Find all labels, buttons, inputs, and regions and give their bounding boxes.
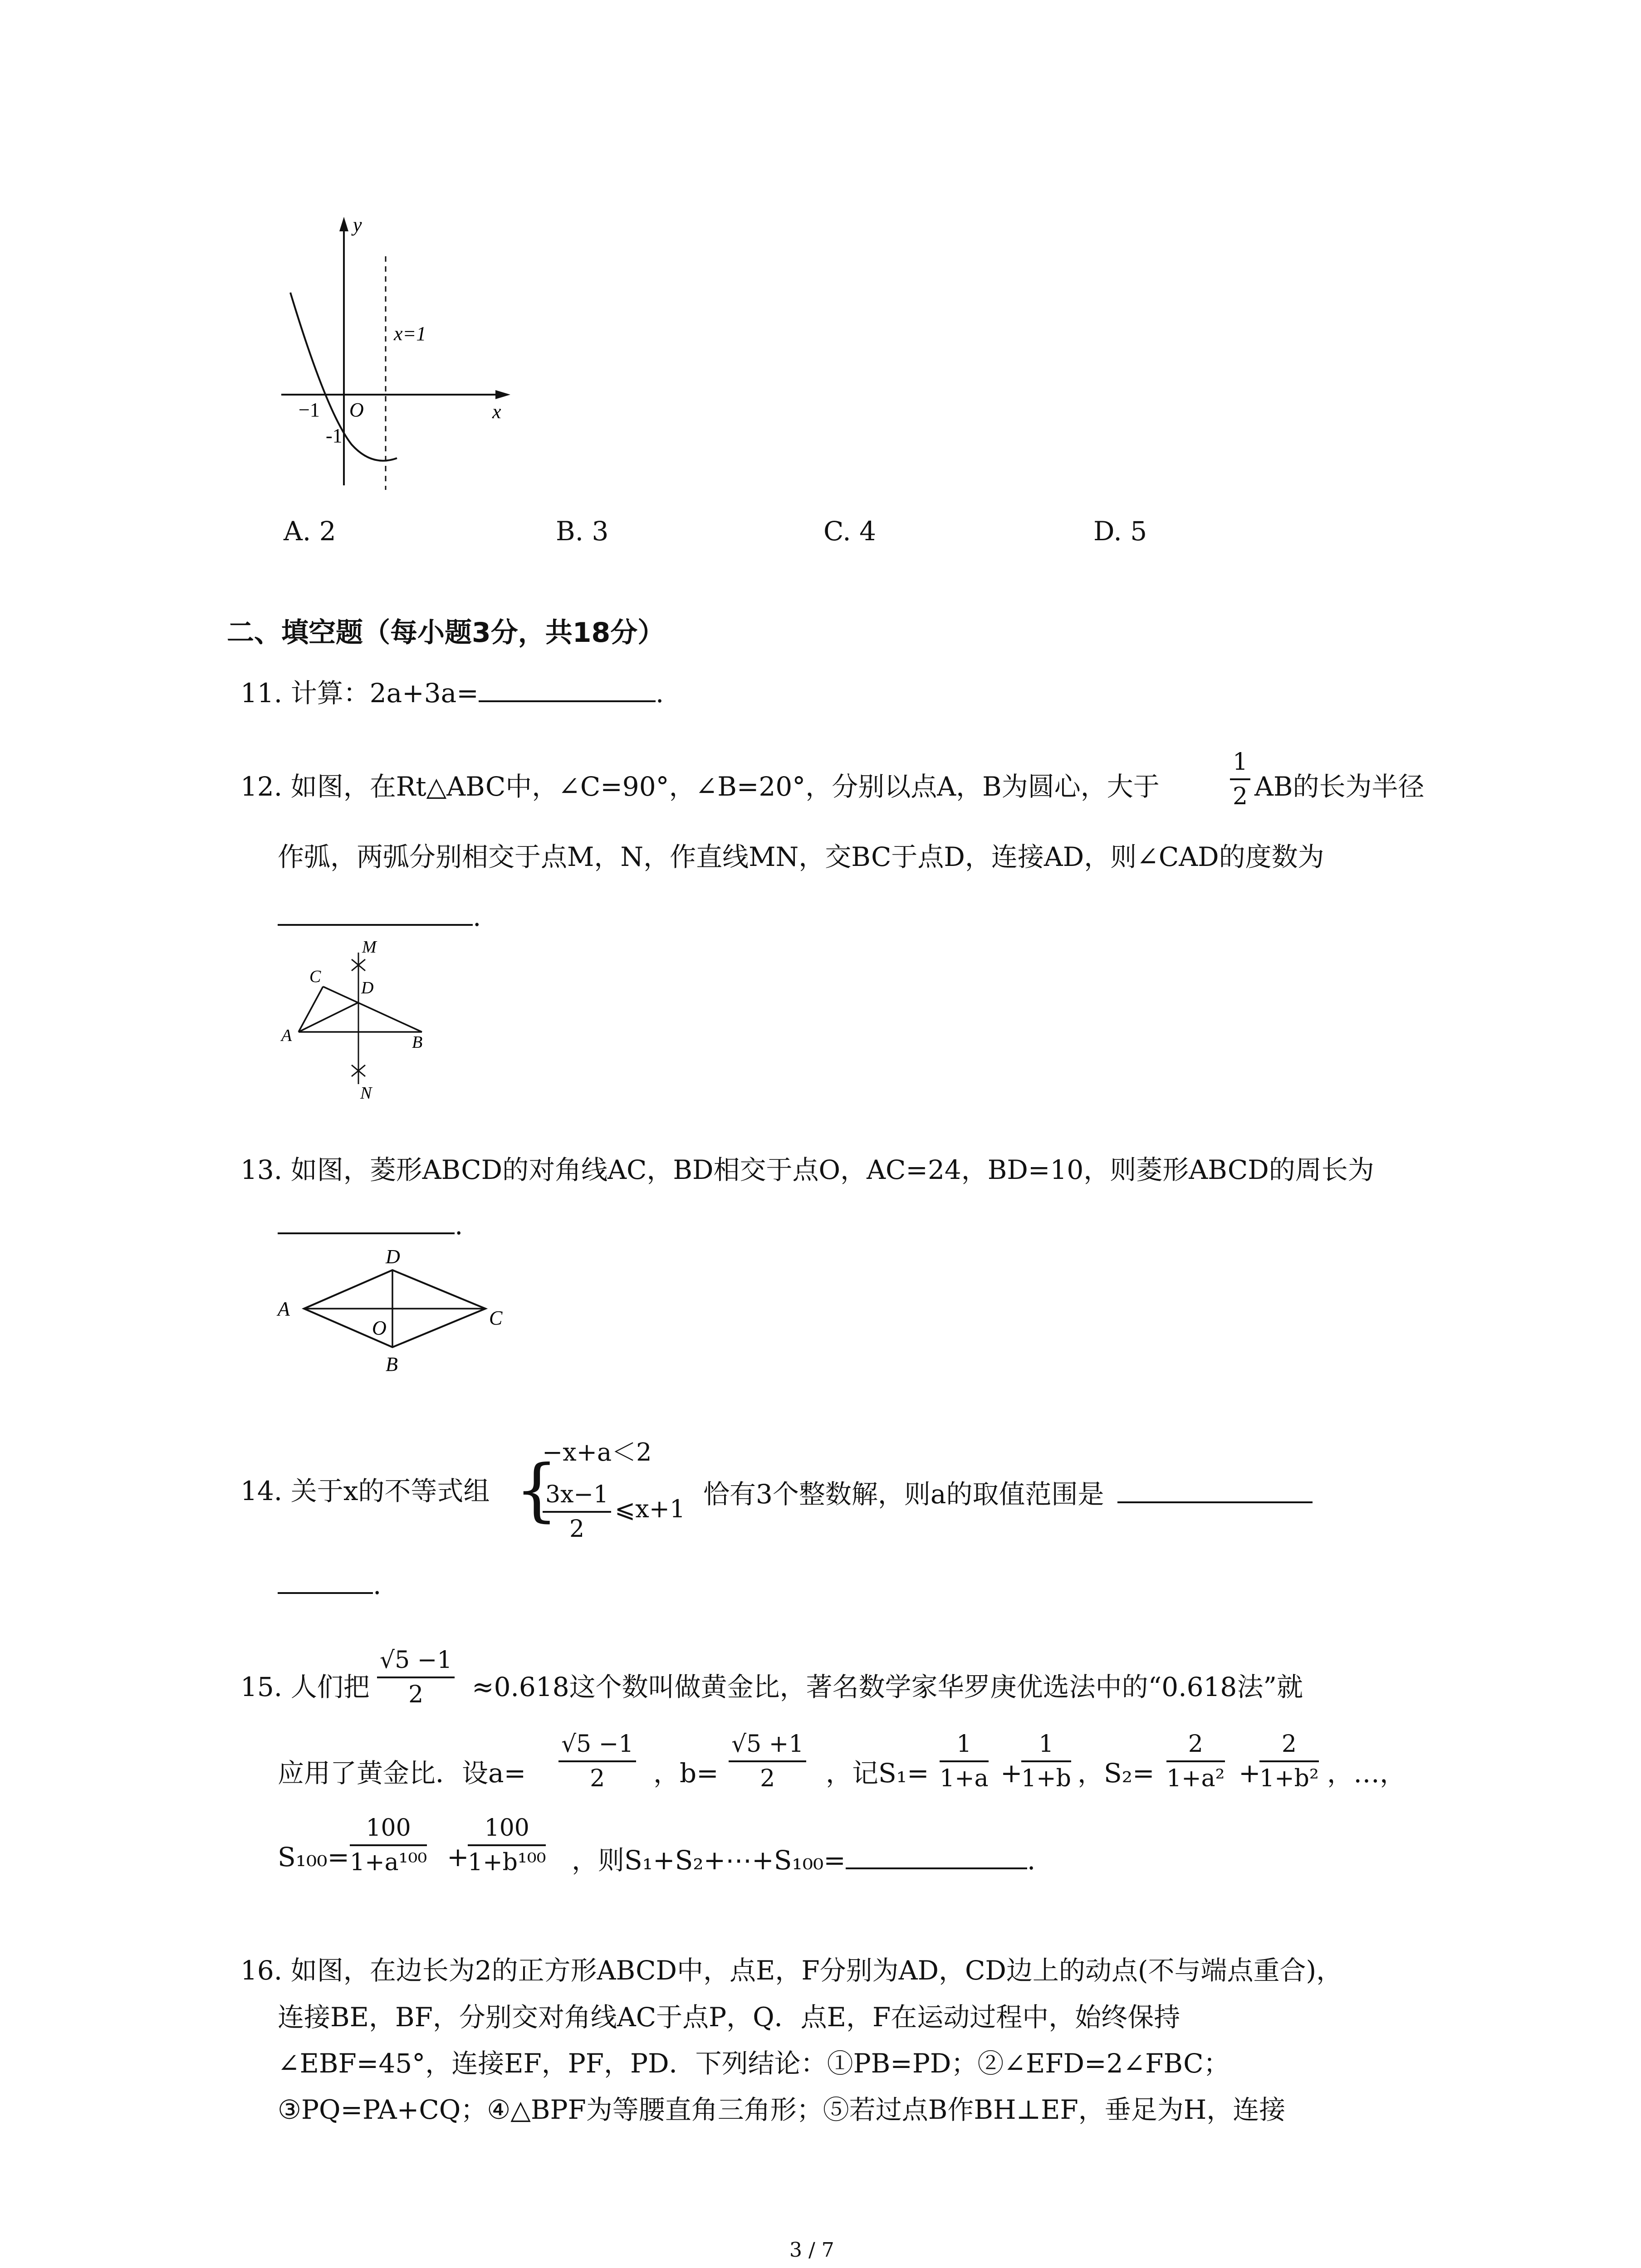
- question-number: 15.: [240, 1672, 283, 1702]
- numerator: 2: [1259, 1730, 1319, 1762]
- plus-sign: +: [1239, 1758, 1261, 1789]
- fraction-half: [1230, 748, 1250, 810]
- s1-frac-b: [1021, 1730, 1071, 1792]
- numerator: 1: [1230, 748, 1250, 780]
- denominator: 2: [569, 1515, 585, 1543]
- question-number: 16.: [240, 1955, 283, 1986]
- question-15-s100: S₁₀₀=: [278, 1842, 350, 1872]
- vertex-b-label: B: [386, 1353, 398, 1375]
- question-13-line2: [278, 1209, 463, 1241]
- s100-frac-b: [468, 1814, 546, 1876]
- golden-ratio-fraction: [377, 1647, 455, 1708]
- numerator: 1: [940, 1730, 989, 1762]
- page-number: 3 / 7: [789, 2239, 834, 2262]
- option-a: A. 2: [284, 516, 336, 547]
- a-fraction: [558, 1730, 636, 1792]
- vertex-a-label: A: [278, 1298, 290, 1320]
- period: .: [1027, 1845, 1036, 1876]
- rhombus-figure: [272, 1238, 517, 1383]
- denominator: 1+a: [940, 1765, 989, 1792]
- vertex-d-label: D: [386, 1246, 400, 1268]
- period: .: [655, 678, 664, 709]
- numerator: 1: [1021, 1730, 1071, 1762]
- question-15-s2: ，S₂=: [1078, 1758, 1155, 1789]
- parabola-figure: [272, 213, 517, 494]
- denominator: 1+b²: [1259, 1765, 1319, 1792]
- denominator: 2: [1233, 783, 1248, 810]
- question-15-s1: ，记S₁=: [826, 1758, 929, 1789]
- answer-blank: [1117, 1478, 1313, 1503]
- point-b-label: B: [412, 1033, 423, 1052]
- numerator: 100: [350, 1814, 427, 1846]
- question-text: 如图，在边长为2的正方形ABCD中，点E，F分别为AD，CD边上的动点(不与端点重合)，: [290, 1955, 1343, 1986]
- question-15-b: ，b=: [653, 1758, 719, 1789]
- inequality-brace: {: [515, 1451, 558, 1530]
- period: .: [455, 1210, 463, 1241]
- denominator: 2: [590, 1765, 605, 1792]
- question-16-line4: ③PQ=PA+CQ；④△BPF为等腰直角三角形；⑤若过点B作BH⊥EF，垂足为H，连接: [278, 2094, 1286, 2125]
- question-14-post: [703, 1478, 1313, 1510]
- question-text: 如图，菱形ABCD的对角线AC，BD相交于点O，AC=24，BD=10，则菱形ABCD的周长为: [290, 1154, 1374, 1185]
- numerator: √5 +1: [729, 1730, 806, 1762]
- question-16-line3: ∠EBF=45°，连接EF，PF，PD．下列结论：①PB=PD；②∠EFD=2∠FBC；: [278, 2048, 1230, 2079]
- denominator: 1+b: [1021, 1765, 1071, 1792]
- x-axis-label: x: [492, 401, 501, 423]
- option-b: B. 3: [556, 516, 609, 547]
- period: .: [473, 901, 481, 932]
- denominator: 2: [760, 1765, 775, 1792]
- s2-frac-a: [1166, 1730, 1225, 1792]
- question-16-line2: 连接BE，BF，分别交对角线AC于点P，Q．点E，F在运动过程中，始终保持: [278, 2002, 1181, 2033]
- question-13-line1: [240, 1154, 1374, 1185]
- b-fraction: [729, 1730, 806, 1792]
- answer-blank: [278, 900, 473, 926]
- answer-blank: [479, 677, 656, 702]
- question-text: 恰有3个整数解，则a的取值范围是: [703, 1479, 1104, 1510]
- question-12-line2: 作弧，两弧分别相交于点M，N，作直线MN，交BC于点D，连接AD，则∠CAD的度数为: [278, 841, 1324, 872]
- x-intercept-label: −1: [299, 399, 320, 421]
- plus-sign: +: [1000, 1758, 1023, 1789]
- question-text: 计算：2a+3a=: [290, 678, 479, 709]
- point-c-label: C: [309, 967, 321, 986]
- inequality-2-fraction: [543, 1481, 611, 1543]
- numerator: √5 −1: [558, 1730, 636, 1762]
- y-intercept-label: -1: [326, 425, 343, 447]
- question-15-ellipsis: ，…，: [1327, 1758, 1406, 1789]
- denominator: 1+a¹⁰⁰: [350, 1849, 427, 1876]
- point-d-label: D: [361, 978, 374, 997]
- question-text: 如图，在Rt△ABC中，∠C=90°，∠B=20°，分别以点A，B为圆心，大于: [290, 771, 1160, 802]
- question-12-line1-tail: AB的长为半径: [1254, 771, 1425, 802]
- question-15-line2-a: 应用了黄金比．设a=: [278, 1758, 526, 1789]
- plus-sign: +: [447, 1842, 469, 1872]
- question-14-pre: [240, 1478, 490, 1504]
- denominator: 1+a²: [1166, 1765, 1225, 1792]
- question-16-line1: [240, 1957, 1342, 1984]
- s100-frac-a: [350, 1814, 427, 1876]
- question-15-line1-post: ≈0.618这个数叫做黄金比，著名数学家华罗庚优选法中的“0.618法”就: [472, 1672, 1303, 1702]
- question-text: ，则S₁+S₂+⋯+S₁₀₀=: [572, 1845, 846, 1876]
- question-12-line1: [240, 773, 1160, 800]
- point-n-label: N: [360, 1084, 372, 1102]
- numerator: 2: [1166, 1730, 1225, 1762]
- period: .: [373, 1569, 382, 1600]
- numerator: 3x−1: [543, 1481, 611, 1513]
- question-number: 12.: [240, 771, 283, 802]
- triangle-figure: [272, 934, 463, 1102]
- inequality-2-tail: ⩽x+1: [615, 1495, 686, 1523]
- question-15-line1-pre: [240, 1674, 370, 1700]
- inequality-1: −x+a＜2: [542, 1438, 652, 1466]
- question-number: 14.: [240, 1476, 283, 1506]
- vertex-c-label: C: [489, 1307, 503, 1329]
- answer-blank: [278, 1569, 373, 1594]
- center-o-label: O: [372, 1317, 387, 1339]
- question-text: 关于x的不等式组: [290, 1476, 490, 1506]
- denominator: 1+b¹⁰⁰: [468, 1849, 546, 1876]
- option-d: D. 5: [1093, 516, 1147, 547]
- point-a-label: A: [281, 1026, 292, 1045]
- question-text: 人们把: [290, 1672, 370, 1702]
- question-11: [240, 677, 664, 709]
- question-14-line2: [278, 1569, 381, 1598]
- question-15-sum: [572, 1844, 1036, 1876]
- question-number: 13.: [240, 1154, 283, 1185]
- denominator: 2: [408, 1681, 424, 1708]
- question-number: 11.: [240, 678, 283, 709]
- option-c: C. 4: [823, 516, 877, 547]
- section-title: 二、填空题（每小题3分，共18分）: [227, 617, 665, 649]
- origin-label: O: [349, 399, 364, 421]
- y-axis-label: y: [353, 214, 362, 236]
- numerator: 100: [468, 1814, 546, 1846]
- question-12-line3: [278, 900, 481, 930]
- point-m-label: M: [362, 938, 377, 957]
- symmetry-line-label: x=1: [394, 323, 426, 345]
- numerator: √5 −1: [377, 1647, 455, 1678]
- s2-frac-b: [1259, 1730, 1319, 1792]
- answer-blank: [278, 1209, 455, 1234]
- s1-frac-a: [940, 1730, 989, 1792]
- answer-blank: [846, 1844, 1027, 1869]
